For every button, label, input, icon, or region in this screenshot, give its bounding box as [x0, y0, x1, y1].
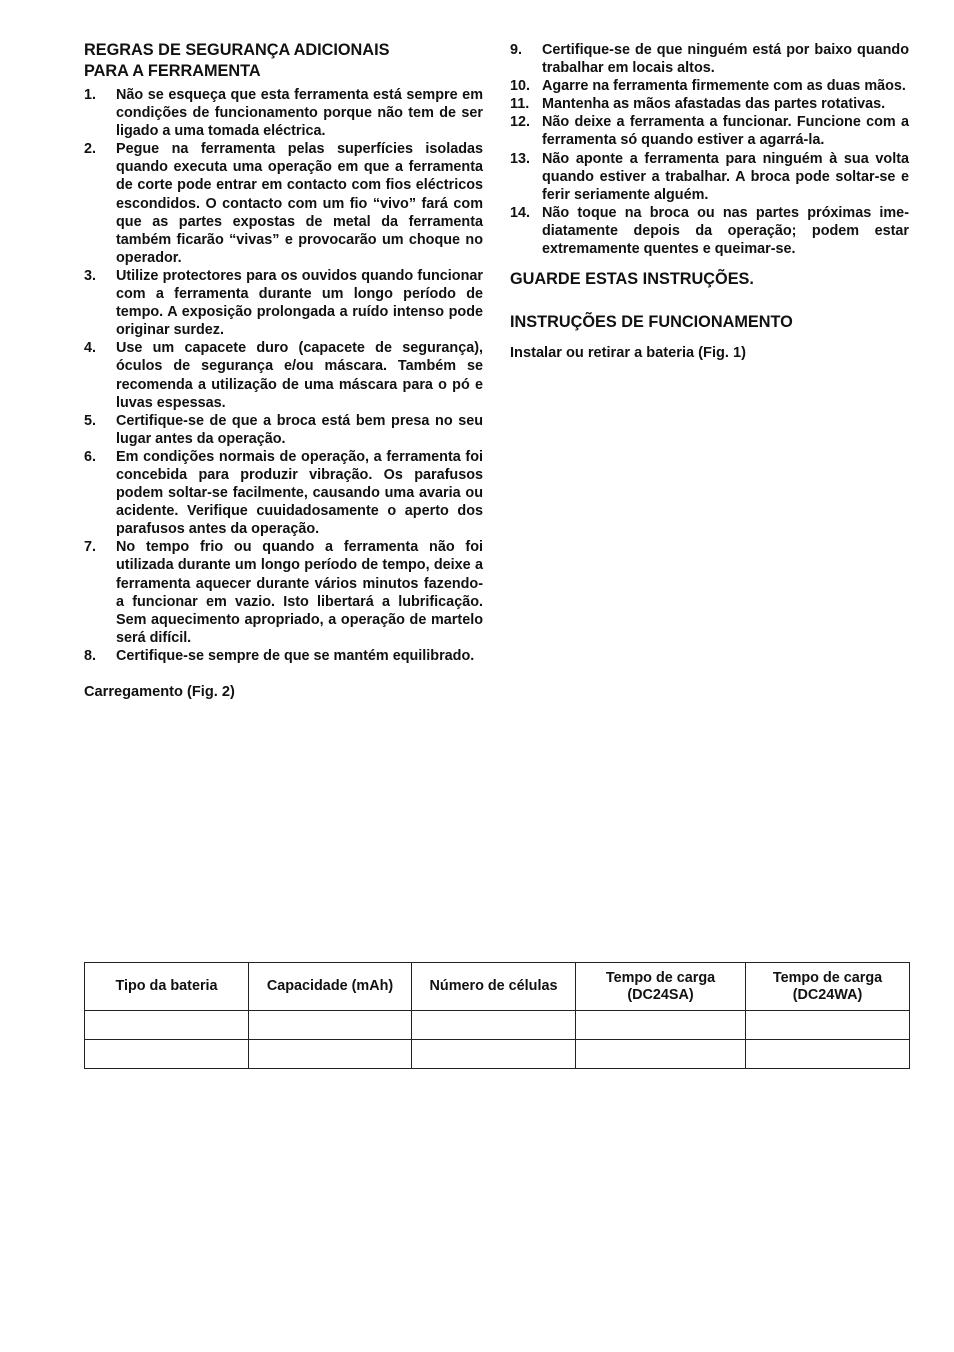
item-number: 14. [510, 204, 531, 221]
item-text: Não deixe a ferramenta a funcionar. Funcione com a ferramenta só quando estiver a agarrá-la. [542, 114, 909, 149]
table-cell [249, 1011, 412, 1040]
header-charge-time-dc24wa [746, 963, 910, 1011]
header-text: Capacidade (mAh) [266, 978, 394, 994]
header-text: Tempo de carga [605, 969, 716, 986]
heading-line-1: REGRAS DE SEGURANÇA ADICIONAIS [84, 41, 390, 59]
table-cell [576, 1011, 746, 1040]
header-text: Tipo da bateria [115, 978, 218, 994]
list-item [510, 77, 909, 95]
header-subtext: (DC24SA) [627, 986, 694, 1003]
list-item [84, 647, 483, 665]
item-number: 12. [510, 114, 531, 131]
header-text: Número de células [429, 978, 558, 994]
list-item [510, 41, 909, 77]
table-cell [576, 1040, 746, 1069]
list-item [84, 140, 483, 267]
item-text: Use um capacete duro (capacete de segurança), óculos de segurança e/ou máscara. Também se recomenda a utilização de uma máscara para o pó e luvas espessas. [116, 340, 483, 411]
table-cell [249, 1040, 412, 1069]
item-text: Mantenha as mãos afastadas das partes rotativas. [542, 96, 886, 113]
safety-rules-heading [84, 40, 483, 82]
battery-install-heading: Instalar ou retirar a bateria (Fig. 1) [510, 345, 747, 362]
list-item [510, 204, 909, 258]
item-number: 1. [84, 87, 97, 103]
table-cell [412, 1040, 576, 1069]
table-cell [746, 1040, 910, 1069]
list-item [84, 538, 483, 647]
item-number: 2. [84, 141, 97, 158]
list-item [84, 267, 483, 339]
item-number: 5. [84, 412, 97, 429]
header-charge-time-dc24sa [576, 963, 746, 1011]
list-item [510, 113, 909, 149]
list-item [84, 86, 483, 140]
list-item [84, 339, 483, 411]
table-row [85, 1040, 910, 1069]
item-number: 8. [84, 647, 97, 664]
item-number: 11. [510, 96, 530, 113]
item-number: 7. [84, 539, 97, 556]
item-number: 9. [510, 42, 523, 58]
item-text: Agarre na ferramenta firmemente com as duas mãos. [542, 78, 906, 95]
header-subtext: (DC24WA) [792, 986, 863, 1003]
header-cell-count [412, 963, 576, 1011]
item-text: Não se esqueça que esta ferramenta está sempre em condições de funcionamento porque não tem de ser ligado a uma tomada eléctrica. [116, 87, 483, 140]
table-header-row [85, 963, 910, 1011]
table-cell [85, 1040, 249, 1069]
item-number: 6. [84, 448, 97, 465]
heading-line-2: PARA A FERRAMENTA [84, 62, 261, 80]
item-text: No tempo frio ou quando a ferramenta não foi utilizada durante um longo período de tempo, deixe a ferramenta aquecer durante vários minutos fazendo-a funcionar em vazio. Isto libertará a lubrificação. Sem aquecimento apropriado, a operação de martelo será difícil. [116, 539, 483, 646]
right-column [510, 41, 909, 362]
list-item [510, 150, 909, 204]
item-text: Não toque na broca ou nas partes próximas imediatamente depois da operação; podem estar extremamente quentes e queimar-se. [542, 204, 909, 258]
item-text: Pegue na ferramenta pelas superfícies isoladas quando executa uma operação em que a ferramenta de corte pode entrar em contacto com fios eléctricos escondidos. O contacto com um fio “vivo” fará com que as partes expostas de metal da ferramenta também ficarão “vivas” e provocarão um choque no operador. [116, 141, 483, 266]
safety-rules-list-continued [510, 41, 909, 258]
table-cell [412, 1011, 576, 1040]
save-instructions-heading: GUARDE ESTAS INSTRUÇÕES. [510, 270, 754, 289]
operating-instructions-heading: INSTRUÇÕES DE FUNCIONAMENTO [510, 313, 793, 332]
battery-charging-table [84, 962, 910, 1069]
header-capacity [249, 963, 412, 1011]
list-item [84, 412, 483, 448]
item-number: 4. [84, 340, 97, 357]
safety-rules-list [84, 86, 483, 665]
item-text: Certifique-se sempre de que se mantém equilibrado. [116, 647, 475, 664]
item-number: 10. [510, 78, 531, 95]
left-column [84, 40, 483, 701]
item-number: 13. [510, 150, 531, 167]
list-item [510, 95, 909, 113]
charging-heading: Carregamento (Fig. 2) [84, 684, 235, 700]
header-battery-type [85, 963, 249, 1011]
table-cell [746, 1011, 910, 1040]
item-text: Em condições normais de operação, a ferramenta foi concebida para produzir vibração. Os parafusos podem soltar-se facilmente, causando uma avaria ou acidente. Verifique cuuidadosamente o aperto dos parafusos antes da operação. [116, 448, 483, 538]
table-cell [85, 1011, 249, 1040]
item-text: Certifique-se de que a broca está bem presa no seu lugar antes da operação. [116, 412, 483, 447]
item-number: 3. [84, 267, 97, 284]
header-text: Tempo de carga [772, 969, 883, 986]
table-row [85, 1011, 910, 1040]
item-text: Certifique-se de que ninguém está por baixo quando trabalhar em locais altos. [542, 42, 909, 77]
item-text: Não aponte a ferramenta para ninguém à sua volta quando estiver a trabalhar. A broca pode soltar-se e ferir seriamente alguém. [542, 150, 909, 203]
item-text: Utilize protectores para os ouvidos quando funcionar com a ferramenta durante um longo período de tempo. A exposição prolongada a ruído intenso pode originar surdez. [116, 267, 483, 339]
list-item [84, 448, 483, 538]
